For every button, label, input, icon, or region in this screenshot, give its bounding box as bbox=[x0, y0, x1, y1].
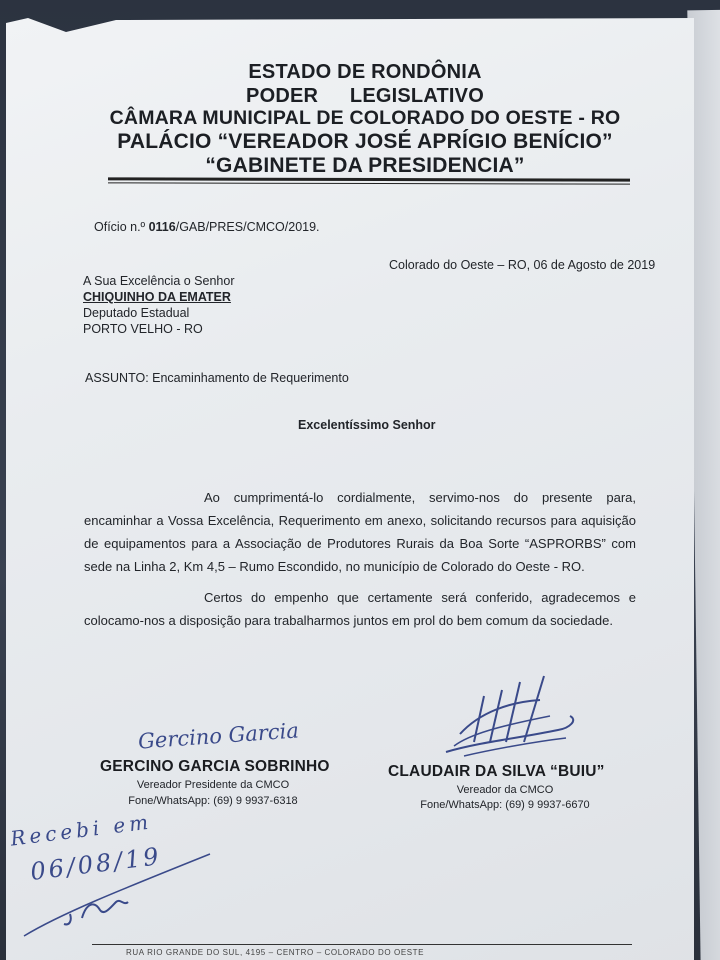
oficio-num: 0116 bbox=[148, 220, 176, 234]
recipient-salutation: A Sua Excelência o Senhor bbox=[83, 274, 235, 288]
signatory-right-phone: Fone/WhatsApp: (69) 9 9937-6670 bbox=[420, 799, 590, 811]
place-date: Colorado do Oeste – RO, 06 de Agosto de 2019 bbox=[389, 258, 656, 272]
oficio-number bbox=[94, 219, 320, 235]
greeting: Excelentíssimo Senhor bbox=[298, 418, 436, 432]
letterhead-state: ESTADO DE RONDÔNIA bbox=[248, 61, 482, 83]
letterhead-power: PODER LEGISLATIVO bbox=[246, 85, 484, 107]
recipient-role: Deputado Estadual bbox=[83, 306, 190, 320]
oficio-suffix: /GAB/PRES/CMCO/2019. bbox=[175, 220, 320, 234]
handwritten-signature-left: Gercino Garcia bbox=[137, 718, 300, 754]
signatory-left-title: Vereador Presidente da CMCO bbox=[136, 779, 290, 791]
footer-rule bbox=[92, 944, 632, 945]
recipient-name: CHIQUINHO DA EMATER bbox=[83, 290, 231, 304]
oficio-prefix: Ofício n.º bbox=[94, 220, 149, 234]
signature-scribble-right bbox=[440, 672, 580, 762]
letterhead-palace: PALÁCIO “VEREADOR JOSÉ APRÍGIO BENÍCIO” bbox=[117, 130, 613, 153]
subject-line: ASSUNTO: Encaminhamento de Requerimento bbox=[85, 371, 349, 385]
handwritten-received-label: Recebi em bbox=[9, 809, 154, 851]
signatory-right-name: CLAUDAIR DA SILVA “BUIU” bbox=[388, 763, 605, 780]
letterhead-office: “GABINETE DA PRESIDENCIA” bbox=[205, 154, 525, 177]
handwritten-receiver-initials bbox=[20, 850, 220, 940]
signatory-right-title: Vereador da CMCO bbox=[456, 784, 554, 796]
letterhead-chamber: CÂMARA MUNICIPAL DE COLORADO DO OESTE - RO bbox=[109, 107, 621, 129]
body-paragraph-2: Certos do empenho que certamente será conferido, agradecemos e colocamo-nos a disposição para trabalharmos juntos em prol do bem comum da sociedade. bbox=[84, 590, 636, 628]
header-rule-thick bbox=[108, 177, 630, 181]
footer-address: RUA RIO GRANDE DO SUL, 4195 – CENTRO – COLORADO DO OESTE bbox=[126, 948, 425, 957]
signatory-left-name: GERCINO GARCIA SOBRINHO bbox=[100, 758, 330, 775]
header-rule-thin bbox=[108, 182, 630, 184]
recipient-city: PORTO VELHO - RO bbox=[83, 322, 203, 336]
signatory-left-phone: Fone/WhatsApp: (69) 9 9937-6318 bbox=[128, 795, 298, 807]
handwritten-received-date: 06/08/19 bbox=[28, 842, 164, 886]
body-paragraph-1: Ao cumprimentá-lo cordialmente, servimo-nos do presente para, encaminhar a Vossa Excelência, Requerimento em anexo, solicitando recursos para aquisição de equipamentos para a Associação de Produtores Rurais da Boa Sorte “ASPRORBS” com sede na Linha 2, Km 4,5 – Rumo Escondido, no município de Colorado do Oeste - RO. bbox=[84, 490, 636, 574]
